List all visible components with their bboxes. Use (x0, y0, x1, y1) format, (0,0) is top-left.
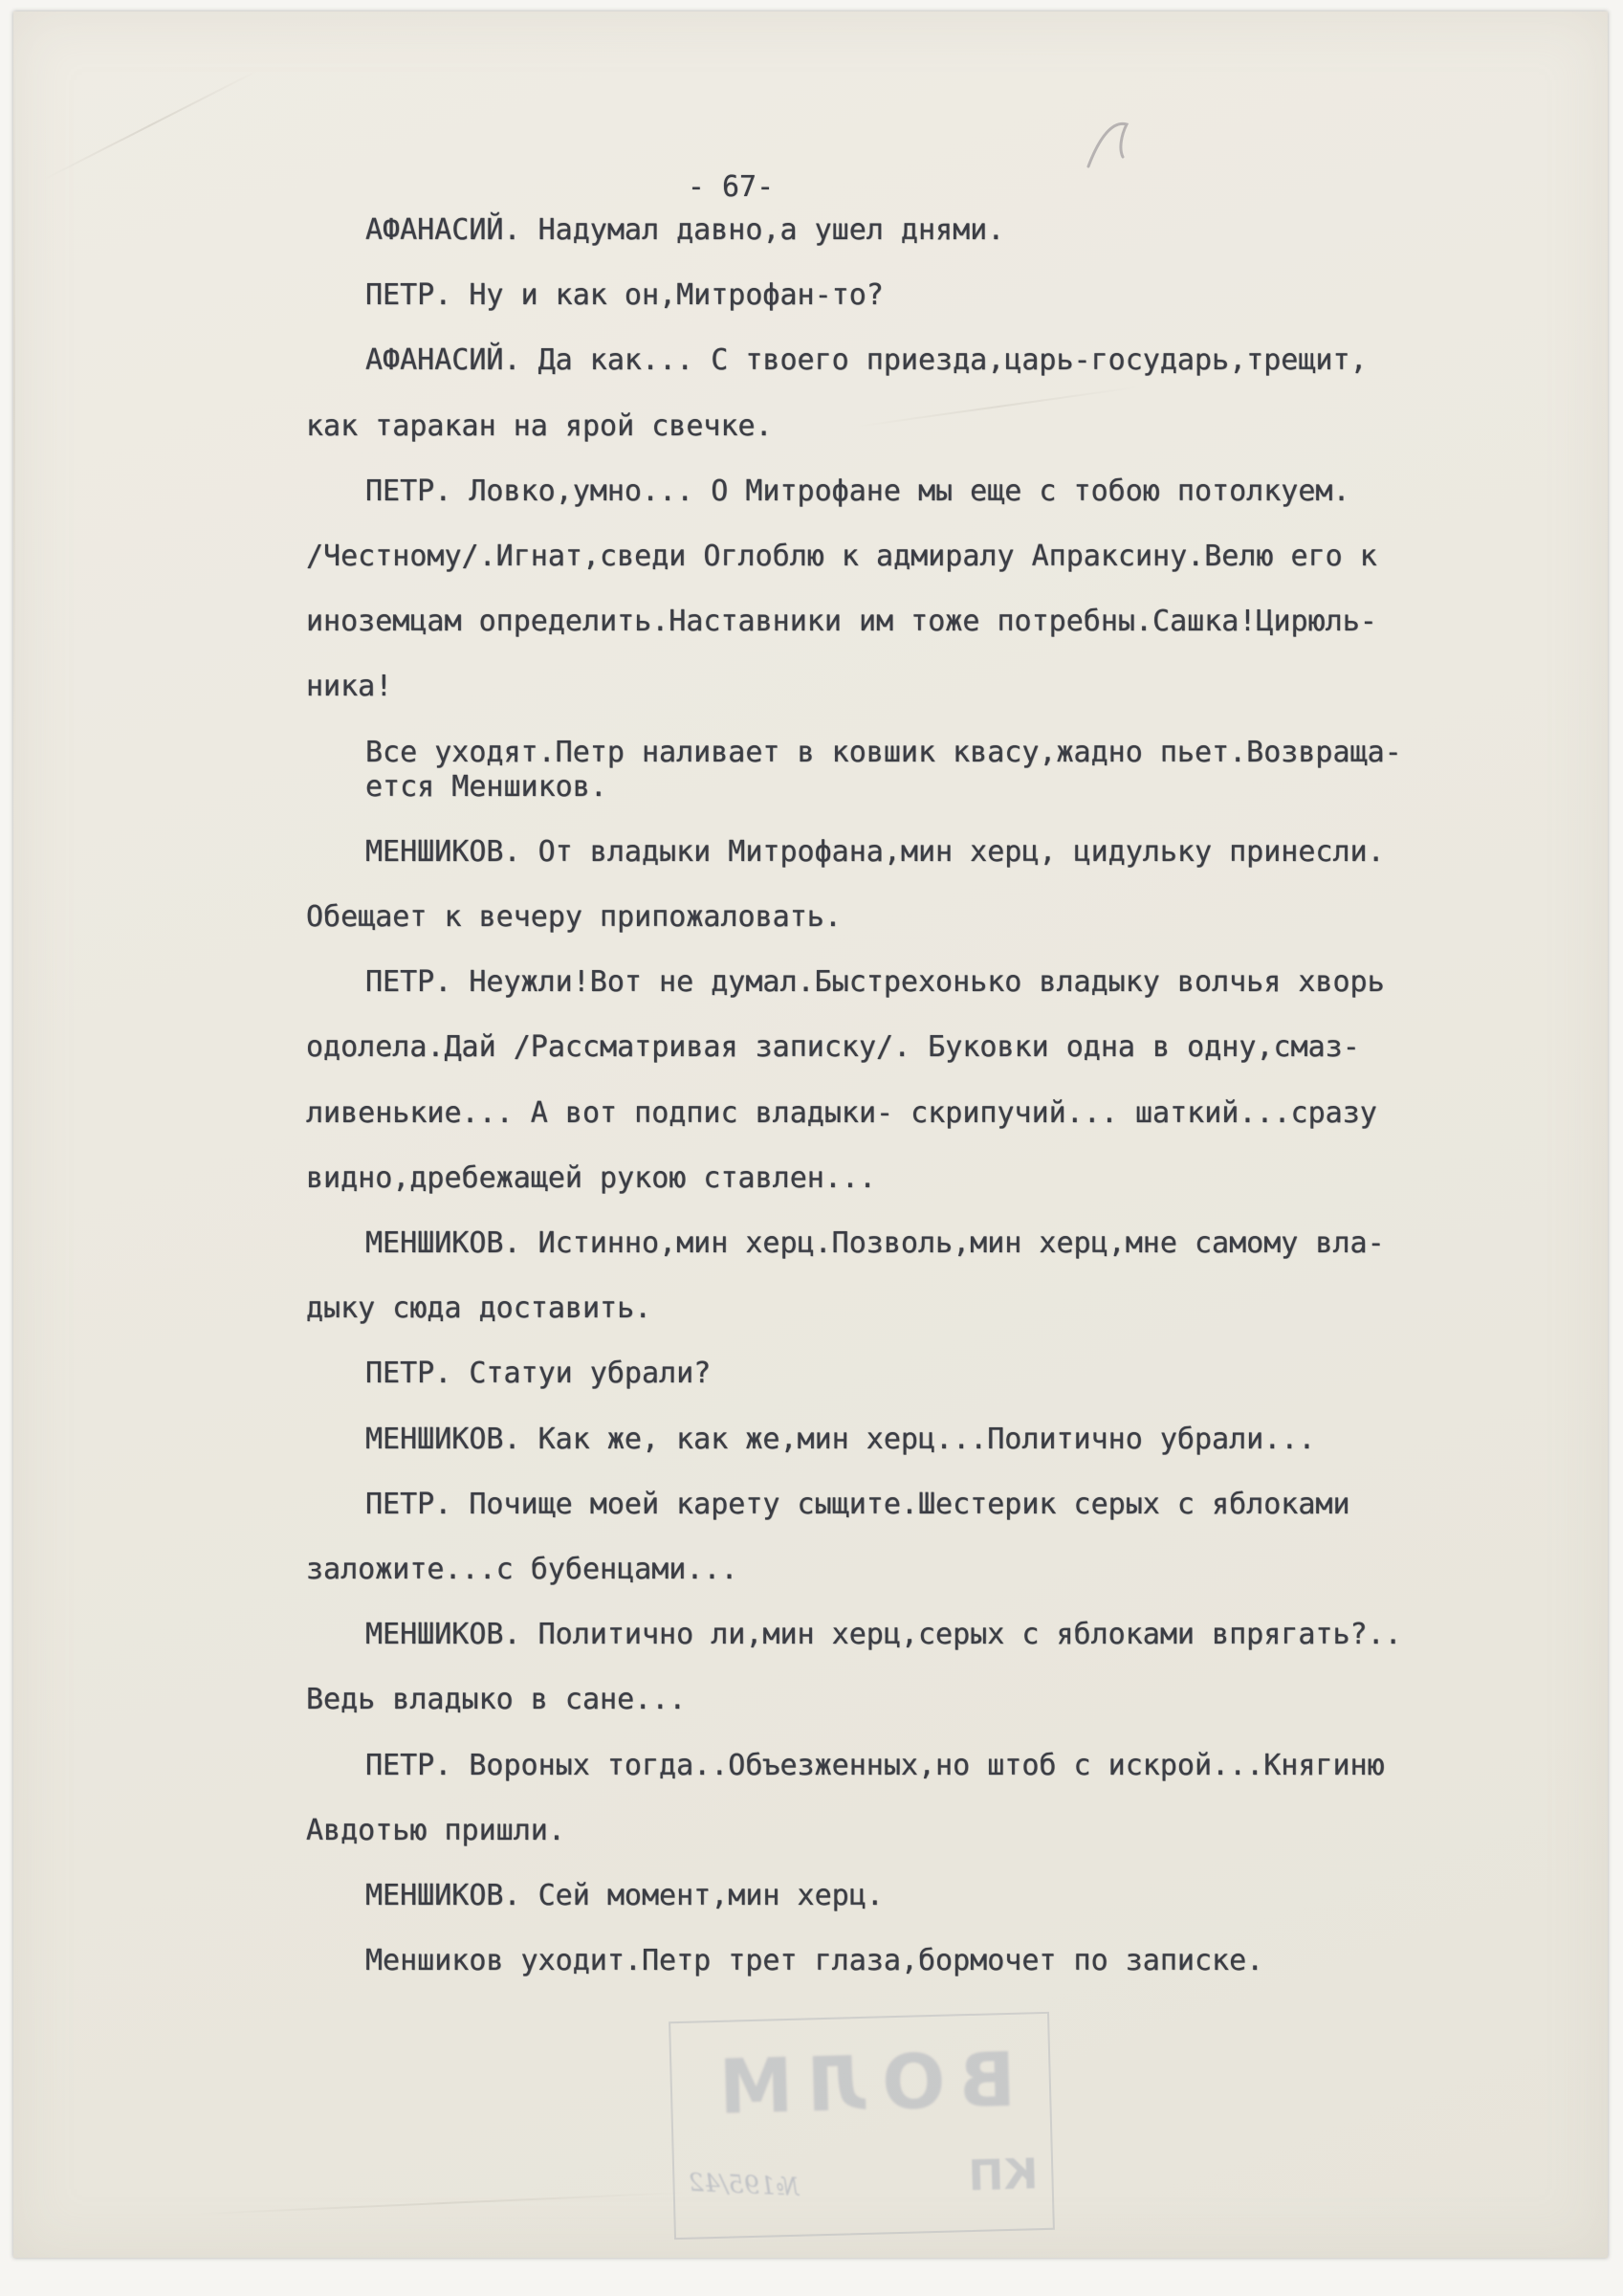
script-line: ПЕТР. Ловко,умно... О Митрофане мы еще с тобою потолкуем. (365, 474, 1350, 508)
script-line: МЕНШИКОВ. Как же, как же,мин херц...Политично убрали... (365, 1422, 1316, 1456)
stamp-title-text: ВОЛМ (704, 2037, 1018, 2132)
scanned-typescript-page (13, 11, 1608, 2258)
script-line: /Честному/.Игнат,сведи Оглоблю к адмиралу Апраксину.Велю его к (306, 540, 1377, 573)
pencil-mark (1071, 107, 1157, 184)
script-line: дыку сюда доставить. (306, 1292, 652, 1326)
script-line: МЕНШИКОВ. Истинно,мин херц.Позволь,мин херц,мне самому вла- (365, 1226, 1385, 1260)
script-line: ПЕТР. Статуи убрали? (365, 1357, 712, 1391)
script-line: АФАНАСИЙ. Да как... С твоего приезда,царь-государь,трещит, (365, 343, 1368, 378)
script-line: МЕНШИКОВ. Политично ли,мин херц,серых с яблоками впрягать?.. (365, 1618, 1402, 1652)
paper-crease (13, 11, 15, 796)
script-line: МЕНШИКОВ. От владыки Митрофана,мин херц, цидульку принесли. (365, 834, 1385, 869)
script-line: МЕНШИКОВ. Сей момент,мин херц. (365, 1879, 884, 1912)
script-line: как таракан на ярой свечке. (306, 408, 773, 443)
mirrored-bleedthrough-stamp (669, 2012, 1055, 2240)
script-line: Обещает к вечеру припожаловать. (306, 900, 842, 934)
stamp-inventory-number: №195/42 (687, 2168, 801, 2202)
paper-crease (195, 2192, 692, 2215)
stage-direction-line: Все уходят.Петр наливает в ковшик квасу,жадно пьет.Возвраща- (365, 735, 1402, 769)
paper-crease (43, 70, 256, 180)
script-line: видно,дребежащей рукою ставлен... (306, 1160, 877, 1195)
script-line: ника! (306, 670, 393, 704)
script-line: Ведь владыко в сане... (306, 1683, 687, 1717)
paper-crease (856, 386, 1140, 427)
script-line: АФАНАСИЙ. Надумал давно,а ушел днями. (365, 213, 1005, 247)
stamp-kp-text: КП (967, 2150, 1040, 2201)
script-line: ПЕТР. Неужли!Вот не думал.Быстрехонько владыку волчья хворь (365, 965, 1385, 1000)
script-line: ливенькие... А вот подпис владыки- скрипучий... шаткий...сразу (306, 1095, 1377, 1130)
page-number: - 67- (687, 170, 775, 204)
stamp-lower-row (688, 2150, 1039, 2208)
stage-direction-line: ется Меншиков. (365, 769, 607, 804)
script-line: одолела.Дай /Рассматривая записку/. Буковки одна в одну,смаз- (306, 1030, 1360, 1065)
script-line: заложите...с бубенцами... (306, 1553, 738, 1586)
script-line: Авдотью пришли. (306, 1813, 565, 1847)
script-line: ПЕТР. Почище моей карету сыщите.Шестерик серых с яблоками (365, 1487, 1350, 1521)
script-line: иноземцам определить.Наставники им тоже потребны.Сашка!Цирюль- (306, 605, 1377, 639)
script-line: ПЕТР. Вороных тогда..Объезженных,но штоб с искрой...Княгиню (365, 1748, 1385, 1782)
script-line: ПЕТР. Ну и как он,Митрофан-то? (365, 278, 884, 313)
script-line: Меншиков уходит.Петр трет глаза,бормочет по записке. (365, 1944, 1264, 1978)
